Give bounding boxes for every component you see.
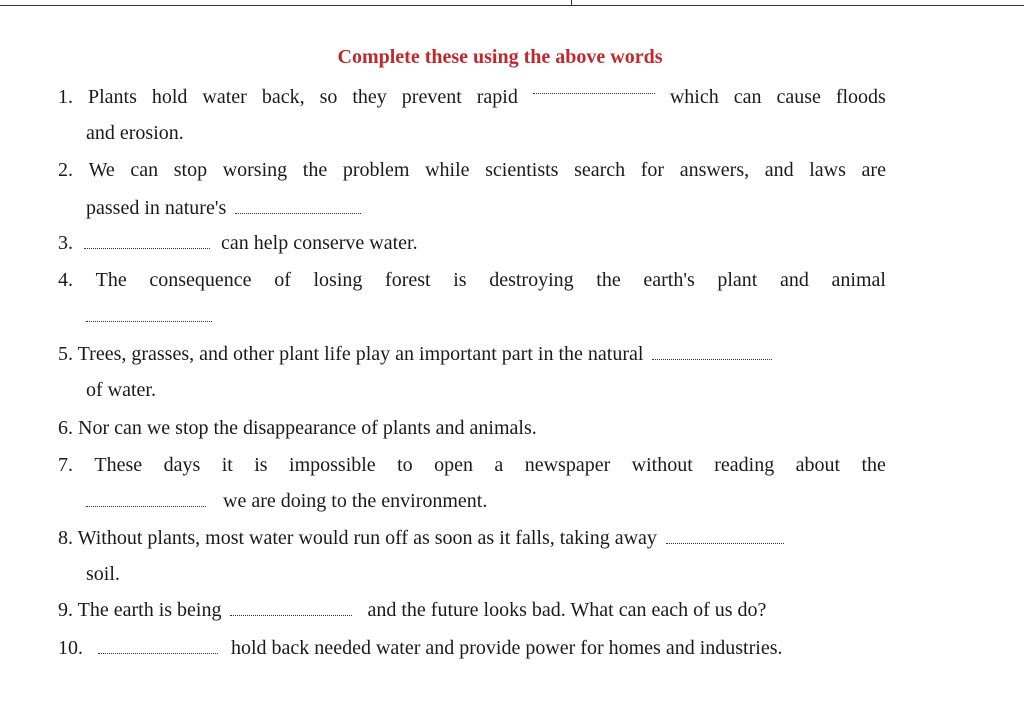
- q1-word: water: [202, 86, 247, 108]
- q2-word: are: [861, 159, 886, 181]
- q2-word: problem: [342, 159, 410, 181]
- q2-word: laws: [809, 159, 846, 181]
- blank-7[interactable]: [86, 492, 206, 507]
- q2-word: answers,: [679, 159, 750, 181]
- question-7-line-2: [86, 483, 487, 519]
- q4-word: is: [453, 269, 467, 291]
- q7-word: the: [861, 454, 886, 476]
- q7-word: it: [221, 454, 233, 476]
- question-2-line-2: [86, 190, 361, 226]
- q2-cont-text: passed in nature's: [86, 197, 227, 219]
- q1-word: Plants: [87, 86, 137, 108]
- blank-3[interactable]: [84, 234, 210, 249]
- blank-9[interactable]: [230, 601, 352, 616]
- question-7-line-1: [58, 447, 886, 483]
- question-6: 6. Nor can we stop the disappearance of plants and animals.: [58, 417, 537, 439]
- q2-word: can: [130, 159, 159, 181]
- q2-word: scientists: [485, 159, 559, 181]
- page-title: Complete these using the above words: [337, 46, 663, 68]
- q1-word: back,: [261, 86, 305, 108]
- q7-word: open: [434, 454, 473, 476]
- question-4-line-2: [86, 298, 212, 334]
- blank-10[interactable]: [98, 639, 218, 654]
- q2-word: while: [425, 159, 470, 181]
- question-10: [58, 630, 886, 666]
- q4-word: The: [95, 269, 127, 291]
- q3-number: 3.: [58, 232, 73, 254]
- q10-text: hold back needed water and provide power for homes and industries.: [231, 637, 783, 659]
- question-1-line-1: [58, 79, 886, 115]
- q2-word: worsing: [222, 159, 288, 181]
- question-2-line-1: [58, 152, 886, 188]
- q1-number: 1.: [58, 86, 73, 108]
- q4-word: animal: [831, 269, 886, 291]
- q7-word: impossible: [289, 454, 376, 476]
- top-table-border: [0, 0, 1024, 6]
- q1-word: they: [352, 86, 387, 108]
- q1-word: can: [733, 86, 762, 108]
- q7-word: newspaper: [524, 454, 611, 476]
- q2-word: We: [88, 159, 115, 181]
- blank-1[interactable]: [533, 79, 655, 94]
- q1-word: floods: [835, 86, 886, 108]
- q10-number: 10.: [58, 637, 83, 659]
- blank-4[interactable]: [86, 307, 212, 322]
- q4-word: destroying: [489, 269, 574, 291]
- question-8-line-2: soil.: [86, 563, 120, 585]
- q7-word: days: [163, 454, 201, 476]
- question-5-line-1: [58, 336, 886, 372]
- q1-word: hold: [151, 86, 188, 108]
- q4-word: forest: [385, 269, 431, 291]
- q1-word: cause: [776, 86, 821, 108]
- question-4-line-1: [58, 262, 886, 298]
- q4-word: and: [780, 269, 809, 291]
- q2-word: for: [640, 159, 665, 181]
- q7-word: These: [94, 454, 143, 476]
- q7-word: to: [397, 454, 413, 476]
- q3-text: can help conserve water.: [221, 232, 418, 254]
- question-1-line-2: and erosion.: [86, 122, 184, 144]
- q9-text-b: and the future looks bad. What can each of us do?: [367, 599, 767, 621]
- top-table-divider: [571, 0, 572, 6]
- q5-text: 5. Trees, grasses, and other plant life play an important part in the natural: [58, 343, 644, 365]
- q1-word: which: [669, 86, 719, 108]
- q2-word: and: [764, 159, 794, 181]
- q7-word: without: [631, 454, 693, 476]
- q7-word: about: [795, 454, 841, 476]
- blank-5[interactable]: [652, 345, 772, 360]
- q1-word: prevent: [401, 86, 462, 108]
- q4-word: consequence: [149, 269, 252, 291]
- q2-word: the: [302, 159, 328, 181]
- q7-number: 7.: [58, 454, 73, 476]
- question-8-line-1: [58, 520, 886, 556]
- q9-text-a: 9. The earth is being: [58, 599, 222, 621]
- q7-word: reading: [714, 454, 775, 476]
- q8-text: 8. Without plants, most water would run off as soon as it falls, taking away: [58, 527, 657, 549]
- q7-word: a: [494, 454, 504, 476]
- q1-word: rapid: [476, 86, 518, 108]
- question-5-line-2: of water.: [86, 379, 156, 401]
- q4-word: of: [274, 269, 291, 291]
- q7-word: is: [254, 454, 268, 476]
- q2-word: stop: [173, 159, 208, 181]
- q7-cont-text: we are doing to the environment.: [223, 490, 488, 512]
- blank-8[interactable]: [666, 529, 784, 544]
- q1-word: so: [319, 86, 338, 108]
- question-3: [58, 225, 886, 261]
- q4-number: 4.: [58, 269, 73, 291]
- q4-word: the: [596, 269, 621, 291]
- blank-2[interactable]: [235, 199, 361, 214]
- question-9: [58, 592, 886, 628]
- q4-word: plant: [717, 269, 758, 291]
- q4-word: earth's: [643, 269, 695, 291]
- q4-word: losing: [313, 269, 363, 291]
- q2-number: 2.: [58, 159, 73, 181]
- q2-word: search: [574, 159, 626, 181]
